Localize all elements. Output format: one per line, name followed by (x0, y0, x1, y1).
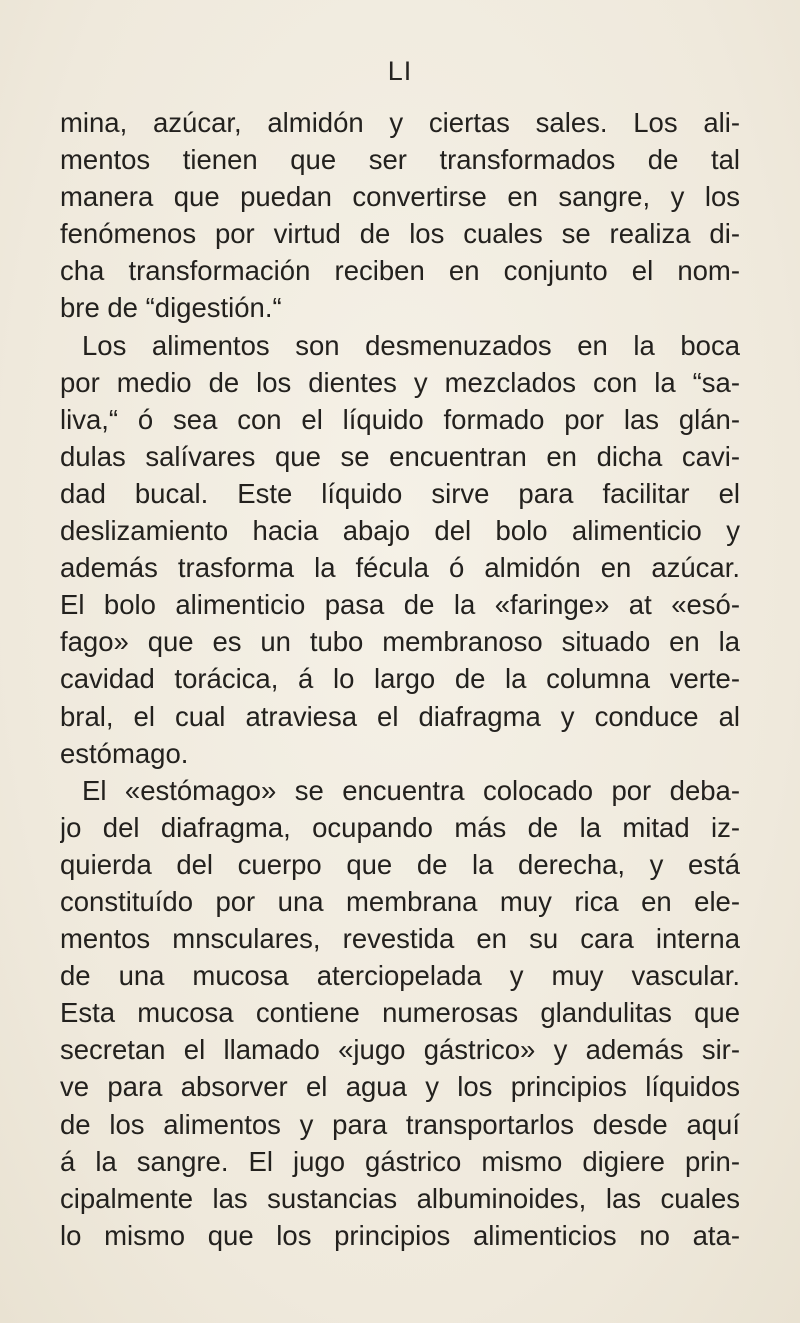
text-line: cavidad torácica, á lo largo de la columna verte- (60, 663, 740, 695)
text-line: ve para absorver el agua y los principios líquidos (60, 1071, 740, 1103)
text-line: de una mucosa aterciopelada y muy vascular. (60, 960, 740, 992)
text-line: Los alimentos son desmenuzados en la boca (82, 329, 740, 361)
text-line: bral, el cual atraviesa el diafragma y conduce al (60, 700, 740, 732)
body-text (60, 104, 740, 1254)
text-line: fago» que es un tubo membranoso situado en la (60, 626, 740, 658)
text-line: además trasforma la fécula ó almidón en azúcar. (60, 552, 740, 584)
text-line: lo mismo que los principios alimenticios no ata- (60, 1219, 740, 1251)
text-line: fenómenos por virtud de los cuales se realiza di- (60, 218, 740, 250)
text-line: mentos mnsculares, revestida en su cara interna (60, 923, 740, 955)
text-line: cipalmente las sustancias albuminoides, las cuales (60, 1182, 740, 1214)
text-line: quierda del cuerpo que de la derecha, y está (60, 848, 740, 880)
text-line: deslizamiento hacia abajo del bolo alimenticio y (60, 515, 740, 547)
page-number: LI (387, 56, 413, 86)
text-line: mentos tienen que ser transformados de tal (60, 144, 740, 176)
text-line: El bolo alimenticio pasa de la «faringe» at «esó- (60, 589, 740, 621)
text-line: secretan el llamado «jugo gástrico» y además sir- (60, 1034, 740, 1066)
text-line: por medio de los dientes y mezclados con la “sa- (60, 366, 740, 398)
text-line: dulas salívares que se encuentran en dicha cavi- (60, 440, 740, 472)
text-line: dad bucal. Este líquido sirve para facilitar el (60, 477, 740, 509)
text-line: manera que puedan convertirse en sangre, y los (60, 181, 740, 213)
text-line: á la sangre. El jugo gástrico mismo digiere prin- (60, 1145, 740, 1177)
text-line: estómago. (60, 737, 189, 769)
text-line: bre de “digestión.“ (60, 292, 282, 324)
text-line: liva,“ ó sea con el líquido formado por las glán- (60, 403, 740, 435)
text-line: El «estómago» se encuentra colocado por deba- (82, 774, 740, 806)
text-line: mina, azúcar, almidón y ciertas sales. Los ali- (60, 107, 740, 138)
text-line: constituído por una membrana muy rica en ele- (60, 885, 740, 917)
text-line: Esta mucosa contiene numerosas glandulitas que (60, 997, 740, 1029)
text-line: cha transformación reciben en conjunto el nom- (60, 255, 740, 287)
text-line: de los alimentos y para transportarlos desde aquí (60, 1108, 740, 1140)
text-line: jo del diafragma, ocupando más de la mitad iz- (60, 811, 740, 843)
